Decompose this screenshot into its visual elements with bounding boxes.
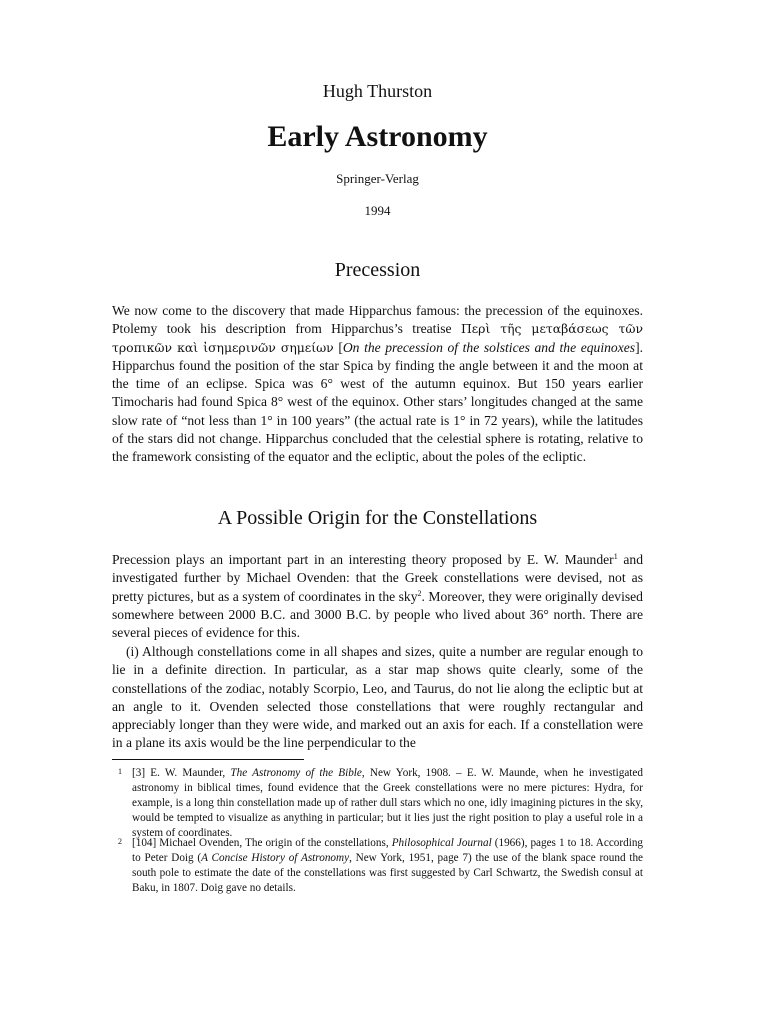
footnote-text-part: [3] E. W. Maunder, bbox=[132, 767, 231, 779]
footnote-text-part: , New York, 1951, page 7) the use of the blank space round the south pole to estimate the date of the constellations was first suggested by Carl Schwartz, the Swedish consul at Baku, in 1807. Doig gave no details. bbox=[132, 852, 644, 894]
paragraph-text: . Moreover, they were originally devised somewhere between 2000 B.C. and 3000 B.C. by people who lived about 36° north. There are several pieces of evidence for this. bbox=[112, 588, 643, 641]
footnote-number: 2 bbox=[118, 837, 122, 846]
footnote-text-part: [104] Michael Ovenden, The origin of the constellations, bbox=[132, 837, 392, 849]
footnote-ref-1[interactable]: 1 bbox=[613, 552, 618, 561]
cited-title: The Astronomy of the Bible bbox=[230, 767, 362, 779]
author-name: Hugh Thurston bbox=[322, 81, 433, 101]
footnote-number: 1 bbox=[118, 767, 122, 776]
section-heading-origin: A Possible Origin for the Constellations bbox=[217, 507, 538, 529]
cited-journal: Philosophical Journal bbox=[391, 837, 492, 849]
footnote-text-part: (1966), pages 1 to 18. According to Peter Doig ( bbox=[132, 837, 644, 864]
footnote-text-part: , New York, 1908. – E. W. Maunde, when he investigated astronomy in biblical times, found evidence that the Greek constellations were no mere pictures: Hydra, for example, is a long thin constellation made up of rather dull stars which no one, idly imagining pictures in the sky, would be tempted to visualize as anything in particular; but it lies just the right position to play a useful role in a system of coordinates. bbox=[132, 767, 643, 839]
document-page bbox=[112, 0, 643, 1024]
treatise-translation: On the precession of the solstices and the equinoxes bbox=[342, 339, 636, 355]
paragraph-text: Precession plays an important part in an interesting theory proposed by E. W. Maunder bbox=[112, 552, 614, 567]
footnote-divider bbox=[112, 759, 304, 760]
book-title: Early Astronomy bbox=[267, 120, 488, 153]
section-heading-precession: Precession bbox=[334, 259, 421, 281]
footnote-1 bbox=[112, 766, 643, 841]
greek-treatise-title: Περὶ τῆς μεταβάσεως τῶν τροπικῶν καὶ ἰσημερινῶν σημείων bbox=[112, 321, 643, 355]
footnote-text bbox=[132, 836, 643, 896]
paragraph-text: [ bbox=[333, 339, 343, 355]
paragraph-text: We now come to the discovery that made Hipparchus famous: the precession of the equinoxes. Ptolemy took his description from Hipparchus’s treatise bbox=[112, 303, 643, 337]
footnote-2 bbox=[112, 836, 643, 896]
footnote-text bbox=[132, 766, 643, 841]
cited-title: A Concise History of Astronomy bbox=[201, 852, 350, 864]
paragraph-evidence-1: (i) Although constellations come in all shapes and sizes, quite a number are regular enough to lie in a definite direction. In particular, as a star map shows quite clearly, some of the constellations of the zodiac, notably Scorpio, Leo, and Taurus, do not lie along the ecliptic but at an angle to it. Ovenden selected those constellations that were roughly rectangular and appreciably longer than they were wide, and marked out an axis for each. If a constellation were in a plane its axis would be the line perpendicular to the bbox=[112, 644, 643, 751]
publication-year: 1994 bbox=[364, 203, 391, 218]
publisher: Springer-Verlag bbox=[336, 171, 419, 186]
paragraph-origin-intro bbox=[112, 551, 643, 642]
paragraph-text: ]. Hipparchus found the position of the star Spica by finding the angle between it and the moon at the time of an eclipse. Spica was 6° west of the autumn equinox. But 150 years earlier Timocharis had found Spica 8° west of the equinox. Other stars’ longitudes changed at the same slow rate of “not less than 1° in 100 years” (the actual rate is 1° in 72 years), while the latitudes of the stars did not change. Hipparchus concluded that the celestial sphere is rotating, relative to the framework consisting of the equator and the ecliptic, about the poles of the ecliptic. bbox=[112, 339, 643, 465]
footnote-ref-2[interactable]: 2 bbox=[417, 588, 422, 598]
paragraph-text: and investigated further by Michael Ovenden: that the Greek constellations were devised, not as pretty pictures, but as a system of coordinates in the sky bbox=[112, 552, 643, 604]
paragraph-precession bbox=[112, 302, 643, 467]
